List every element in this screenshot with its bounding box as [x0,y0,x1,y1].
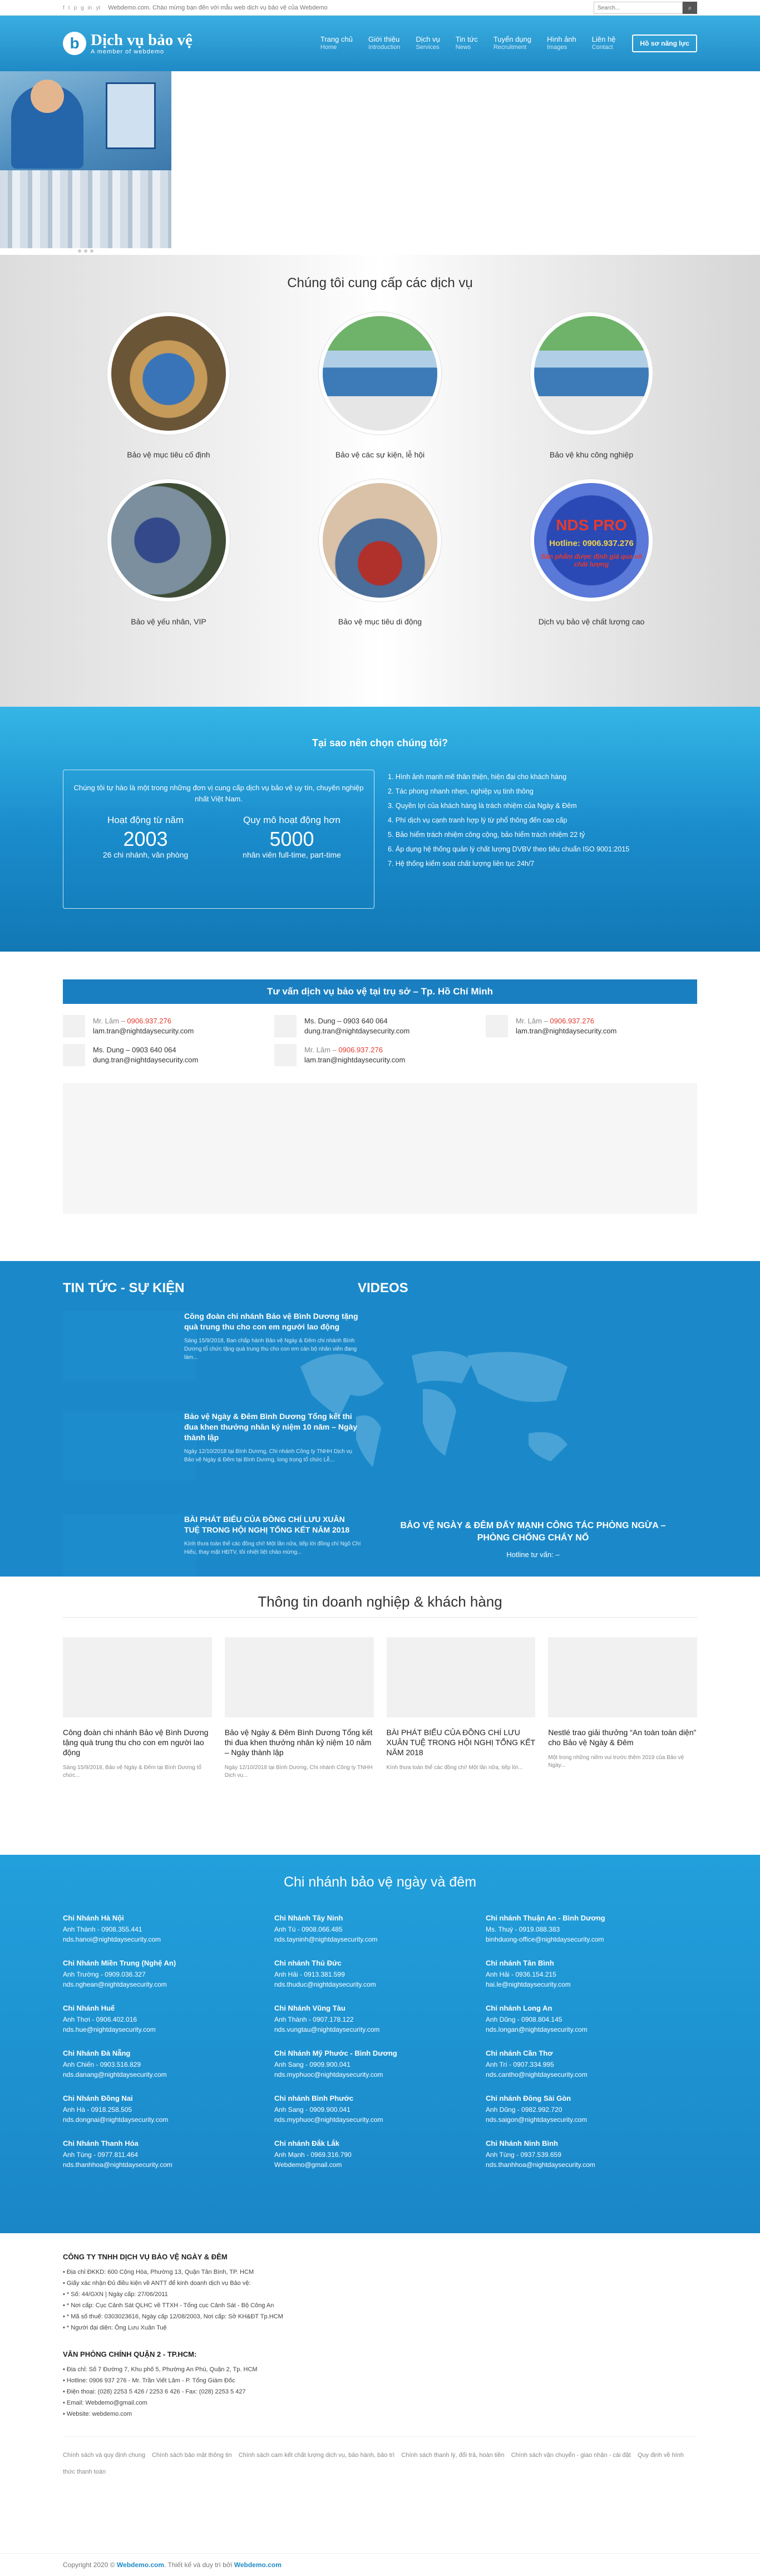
branch-name: Chi nhánh Đắk Lắk [274,2139,340,2148]
nav-sub: News [455,44,471,51]
branch-email[interactable]: nds.myphuoc@nightdaysecurity.com [274,2116,383,2124]
branch-contact: Anh Thành - 0907.178.122 [274,2016,354,2023]
info-item-desc: Kính thưa toàn thể các đồng chí! Một lần nữa, tiếp lời... [386,1765,523,1771]
reason-item: 2. Tác phong nhanh nhẹn, nghiệp vụ tinh thông [388,787,534,795]
google-plus-icon[interactable]: g [81,4,84,11]
nav-home[interactable] [313,35,361,52]
nav-services[interactable] [408,35,447,52]
branch-name: Chi Nhánh Đà Nẵng [63,2049,131,2057]
nds-pro-title: NDS PRO [556,516,627,534]
contact-name: Ms. Dung – [304,1017,342,1025]
twitter-icon[interactable]: t [68,4,70,11]
branch-contact: Anh Thơi - 0906.402.016 [63,2016,137,2023]
branch-name: Chi Nhánh Miền Trung (Nghệ An) [63,1959,176,1967]
slider-dots [0,249,171,253]
social-links [63,5,100,11]
policy-link[interactable]: Chính sách và quy định chung [63,2452,145,2459]
welcome-message: Webdemo.com. Chào mừng bạn đến với mẫu web dịch vụ bảo vệ của Webdemo [108,4,328,11]
nav-sub: Recruitment [493,44,527,51]
company-info-line: • * Người đại diện: Ông Lưu Xuân Tuệ [63,2324,167,2331]
divider [63,1617,697,1618]
news-thumbnail[interactable] [63,1514,196,1584]
branch-email[interactable]: nds.hue@nightdaysecurity.com [63,2026,156,2033]
contact-item [486,1015,697,1037]
office-info-line: • Hotline: 0906 937 276 - Mr. Trần Viết Lâm - P. Tổng Giám Đốc [63,2377,235,2384]
office-info-line: • Email: Webdemo@gmail.com [63,2400,147,2406]
news-videos-section [0,1261,760,1577]
copyright-tail: . Thiết kế và duy trì bởi [164,2561,234,2569]
contact-email[interactable]: dung.tran@nightdaysecurity.com [304,1027,410,1035]
copyright-bar [0,2553,760,2575]
nav-label: Hình ảnh [547,35,576,43]
branch-name: Chi nhánh Thuận An - Bình Dương [486,1914,605,1922]
branch-name: Chi Nhánh Mỹ Phước - Bình Dương [274,2049,397,2057]
info-item-title[interactable]: Bảo vệ Ngày & Đêm Bình Dương Tổng kết thi đua khen thưởng nhân kỷ niệm 10 năm – Ngày thành lập [224,1728,373,1757]
branch-contact: Anh Sang - 0909.900.041 [274,2061,351,2068]
news-item-title[interactable]: Bảo vệ Ngày & Đêm Bình Dương Tổng kết thi đua khen thưởng nhân kỷ niệm 10 năm – Ngày thành lập [184,1412,358,1442]
company-name: CÔNG TY TNHH DỊCH VỤ BẢO VỆ NGÀY & ĐÊM [63,2253,228,2261]
service-image [107,479,230,602]
info-item[interactable] [225,1637,374,1780]
branch-email[interactable]: binhduong-office@nightdaysecurity.com [486,1935,604,1943]
info-title: Thông tin doanh nghiệp & khách hàng [258,1593,502,1610]
nav-sub: Home [320,44,337,51]
reasons-list [388,770,629,909]
office-title: VĂN PHÒNG CHÍNH QUẬN 2 - TP.HCM: [63,2350,197,2358]
branch-contact: Anh Mạnh - 0969.316.790 [274,2151,352,2159]
site-footer [0,2233,760,2575]
branch-item [486,2139,697,2170]
contact-name: Mr. Lâm – [93,1017,125,1025]
nav-images[interactable] [539,35,584,52]
service-image [107,312,230,435]
branch-contact: Anh Chiến - 0903.516.829 [63,2061,141,2068]
policy-link[interactable]: Chính sách bảo mật thông tin [152,2452,232,2459]
info-item-desc: Sáng 15/9/2018, Bảo vệ Ngày & Đêm tại Bình Dương tổ chức... [63,1765,201,1779]
branch-name: Chi Nhánh Vũng Tàu [274,2004,346,2012]
services-section [0,255,760,707]
why-choose-us-section [0,707,760,952]
contact-email[interactable]: lam.tran@nightdaysecurity.com [304,1056,406,1064]
news-thumbnail[interactable] [63,1311,196,1381]
nav-label: Tuyển dụng [493,35,531,43]
service-name: Bảo vệ yếu nhân, VIP [131,617,206,626]
pinterest-icon[interactable]: p [73,4,77,11]
policy-link[interactable]: Chính sách vận chuyển - giao nhận - cài đặt [511,2452,631,2459]
office-info-line: • Điện thoại: (028) 2253 5 426 / 2253 6 426 - Fax: (028) 2253 5 427 [63,2388,246,2395]
guard-face [31,80,64,113]
hero-slider[interactable] [0,71,760,255]
service-name: Bảo vệ mục tiêu cố định [127,450,210,459]
info-item[interactable] [548,1637,697,1780]
branch-name: Chi Nhánh Thanh Hóa [63,2139,139,2148]
consult-section [0,952,760,1261]
service-name: Dịch vụ bảo vệ chất lượng cao [538,617,645,626]
branch-name: Chi nhánh Đông Sài Gòn [486,2094,571,2102]
info-item[interactable] [63,1637,212,1780]
service-image [319,312,441,435]
branch-name: Chi nhánh Long An [486,2004,552,2012]
branch-item [486,2004,697,2035]
stat-label: Quy mô hoạt động hơn [243,815,340,825]
nav-label: Tin tức [455,35,478,43]
reason-item: 5. Bảo hiểm trách nhiệm công cộng, bảo hiểm trách nhiệm 22 tỷ [388,831,585,839]
contact-name: Mr. Lâm – [516,1017,548,1025]
branch-email[interactable]: nds.hanoi@nightdaysecurity.com [63,1935,161,1943]
video-hotline: Hotline tư vấn: – [506,1550,560,1559]
branch-email[interactable]: nds.myphuoc@nightdaysecurity.com [274,2071,383,2078]
business-info-section [0,1577,760,1855]
service-card[interactable] [486,479,697,626]
slide-image [0,71,171,248]
stat-value: 2003 [123,828,168,850]
video-caption[interactable]: BẢO VỆ NGÀY & ĐÊM ĐẨY MẠNH CÔNG TÁC PHÒNG NGỪA – PHÒNG CHỐNG CHÁY NỔ [400,1521,666,1543]
contact-phone[interactable]: 0906.937.276 [550,1017,594,1025]
stat-year [72,815,219,860]
branch-name: Chi Nhánh Huế [63,2004,115,2012]
branch-contact: Anh Tùng - 0937.539.659 [486,2151,561,2159]
company-info-line: • * Số: 44/GXN | Ngày cấp: 27/06/2011 [63,2291,168,2298]
branch-contact: Anh Thành - 0908.355.441 [63,1925,142,1933]
branch-name: Chi nhánh Tân Bình [486,1959,554,1967]
logo-subtitle: A member of webdemo [91,48,165,55]
branch-contact: Anh Hải - 0913.381.599 [274,1971,345,1978]
branch-name: Chi Nhánh Hà Nội [63,1914,124,1922]
nav-sub: Services [416,44,440,51]
contact-name: Ms. Dung – [93,1046,130,1054]
contact-phone[interactable]: 0906.937.276 [338,1046,383,1054]
videos-title: VIDEOS [358,1280,408,1296]
slider-dot[interactable] [78,249,81,253]
info-item-title[interactable]: Nestlé trao giải thưởng “An toàn toàn diện” cho Bảo vệ Ngày & Đêm [548,1728,697,1747]
contact-email[interactable]: lam.tran@nightdaysecurity.com [93,1027,194,1035]
branch-item [63,1959,274,1989]
branch-name: Chi nhánh Bình Phước [274,2094,354,2102]
site-header [0,16,760,71]
service-card[interactable] [63,312,274,459]
branches-title: Chi nhánh bảo vệ ngày và đêm [283,1874,477,1890]
news-item-title[interactable]: BÀI PHÁT BIỂU CỦA ĐỒNG CHÍ LƯU XUÂN TUỆ TRONG HỘI NGHỊ TỔNG KẾT NĂM 2018 [184,1515,350,1534]
services-title: Chúng tôi cung cấp các dịch vụ [287,275,473,290]
reason-item: 3. Quyền lợi của khách hàng là trách nhiệm của Ngày & Đêm [388,802,577,810]
service-card[interactable] [274,312,486,459]
avatar [63,1044,85,1066]
service-name: Bảo vệ mục tiêu di động [338,617,422,626]
logo-mark: b [63,32,86,55]
info-thumbnail[interactable] [548,1637,697,1717]
branches-section [0,1855,760,2233]
branch-item [486,1959,697,1989]
service-card[interactable] [274,479,486,626]
branch-email[interactable]: nds.dongnai@nightdaysecurity.com [63,2116,169,2124]
news-item[interactable] [184,1411,362,1464]
branch-item [63,2094,274,2125]
service-card[interactable] [486,312,697,459]
reason-item: 4. Phí dịch vụ cạnh tranh hợp lý từ phổ thông đến cao cấp [388,816,567,824]
linkedin-icon[interactable]: in [87,4,92,11]
contact-email[interactable]: lam.tran@nightdaysecurity.com [516,1027,617,1035]
stat-sub: nhân viên full-time, part-time [243,850,341,859]
nav-recruitment[interactable] [486,35,539,52]
contact-phone[interactable]: 0903 640 064 [343,1017,388,1025]
service-name: Bảo vệ khu công nghiệp [549,450,634,459]
news-item[interactable] [184,1311,362,1362]
contact-email[interactable]: dung.tran@nightdaysecurity.com [93,1056,199,1064]
nav-label: Giới thiệu [368,35,400,43]
stat-label: Hoạt động từ năm [107,815,184,825]
branch-item [63,2004,274,2035]
info-thumbnail[interactable] [63,1637,212,1717]
logo-title: Dịch vụ bảo vệ [91,31,193,49]
info-thumbnail[interactable] [387,1637,536,1717]
info-item-title[interactable]: BÀI PHÁT BIỂU CỦA ĐỒNG CHÍ LƯU XUÂN TUỆ TRONG HỘI NGHỊ TỔNG KẾT NĂM 2018 [386,1728,535,1757]
avatar [274,1044,297,1066]
branch-item [63,2139,274,2170]
consult-title: Tư vấn dịch vụ bảo vệ tại trụ sở – Tp. Hồ Chí Minh [63,979,697,1004]
branch-item [274,2094,486,2125]
nav-sub: Images [547,44,567,51]
city-background [0,170,171,248]
branch-item [63,2049,274,2080]
branch-email[interactable]: nds.saigon@nightdaysecurity.com [486,2116,588,2124]
branch-contact: Ms. Thuý - 0919.088.383 [486,1925,560,1933]
company-info-line: • Địa chỉ ĐKKD: 600 Cộng Hòa, Phường 13, Quận Tân Bình, TP. HCM [63,2269,254,2275]
nav-news[interactable] [448,35,486,52]
why-intro: Chúng tôi tự hào là một trong những đơn vị cung cấp dịch vụ bảo vệ uy tín, chuyên nghiệp nhất Việt Nam. [73,784,364,803]
news-item[interactable] [184,1514,362,1557]
branch-email[interactable]: nds.thanhhoa@nightdaysecurity.com [63,2161,172,2169]
info-item-desc: Một trong những niềm vui trước thềm 2019 của Bảo vệ Ngày... [548,1755,684,1769]
company-info-line: • * Mã số thuế: 0303023616, Ngày cấp 12/08/2003, Nơi cấp: Sở KH&ĐT Tp.HCM [63,2313,283,2320]
branch-email[interactable]: Webdemo@gmail.com [274,2161,342,2169]
why-title: Tại sao nên chọn chúng tôi? [312,737,448,748]
brand-link[interactable]: Webdemo.com [116,2561,165,2569]
company-info-line: • Giấy xác nhận Đủ điều kiện về ANTT để kinh doanh dịch vụ Bảo vệ: [63,2280,251,2287]
reason-item: 1. Hình ảnh mạnh mẽ thân thiện, hiện đại cho khách hàng [388,773,567,781]
avatar [486,1015,508,1037]
contact-item [274,1015,486,1037]
service-card[interactable] [63,479,274,626]
branch-email[interactable]: nds.vungtau@nightdaysecurity.com [274,2026,380,2033]
branch-contact: Anh Trí - 0907.334.995 [486,2061,554,2068]
contact-item [63,1044,274,1066]
office-info-list [63,2364,697,2420]
avatar [63,1015,85,1037]
stat-sub: 26 chi nhánh, văn phòng [102,850,189,859]
branch-item [486,1914,697,1944]
info-item-title[interactable]: Công đoàn chi nhánh Bảo vệ Bình Dương tặng quà trung thu cho con em người lao động [63,1728,209,1757]
branch-email[interactable]: nds.cantho@nightdaysecurity.com [486,2071,588,2078]
policy-link[interactable]: Quy định về hình thức thanh toán [63,2452,684,2475]
branch-item [274,1914,486,1944]
branch-contact: Anh Trường - 0909.036.327 [63,1971,146,1978]
branch-name: Chi Nhánh Tây Ninh [274,1914,343,1922]
policy-links [63,2436,697,2480]
slider-dot[interactable] [84,249,87,253]
service-image [530,312,653,435]
branch-item [274,2049,486,2080]
reason-item: 7. Hệ thống kiểm soát chất lượng liên tục 24h/7 [388,860,535,868]
contact-phone[interactable]: 0906.937.276 [127,1017,171,1025]
branch-name: Chi nhánh Thủ Đức [274,1959,342,1967]
branch-name: Chi Nhánh Đồng Nai [63,2094,133,2102]
search-icon: ⌕ [688,3,692,12]
policy-link[interactable]: Chính sách thanh lý, đổi trả, hoàn tiền [401,2452,505,2459]
nds-slogan: Sản phẩm được định giá qua về chất lượng [541,553,642,568]
search-input[interactable] [594,2,683,14]
policy-link[interactable]: Chính sách cam kết chất lượng dịch vụ, bảo hành, bảo trì [238,2452,395,2459]
branch-name: Chi nhánh Cần Thơ [486,2049,553,2057]
contact-item [274,1044,486,1066]
youtube-icon[interactable]: yt [96,4,101,11]
nds-hotline [534,539,649,548]
nds-hotline-label: Hotline: [549,539,580,548]
contact-phone[interactable]: 0903 640 064 [132,1046,176,1054]
nav-label: Liên hệ [591,35,616,43]
nav-sub: Introduction [368,44,401,51]
branch-item [274,2139,486,2170]
contact-item [63,1015,274,1037]
contact-name: Mr. Lâm – [304,1046,337,1054]
news-item-title[interactable]: Công đoàn chi nhánh Bảo vệ Bình Dương tặng quà trung thu cho con em người lao động [184,1312,358,1331]
branch-name: Chi Nhánh Ninh Bình [486,2139,558,2148]
map-embed[interactable] [63,1083,697,1214]
branch-contact: Anh Dũng - 0982.992.720 [486,2106,562,2114]
search-button[interactable] [683,2,697,14]
top-bar [0,0,760,16]
stat-staff [219,815,365,860]
nav-label: Dịch vụ [416,35,440,43]
main-nav [313,35,624,52]
nds-hotline-phone: 0906.937.276 [583,539,634,548]
site-logo[interactable] [63,32,193,55]
search-form [594,2,697,14]
stat-value: 5000 [269,828,314,850]
branch-contact: Anh Tùng - 0977.811.464 [63,2151,138,2159]
branch-item [274,1959,486,1989]
branch-contact: Anh Hà - 0918.258.505 [63,2106,132,2114]
nav-label: Trang chủ [320,35,353,43]
branch-email[interactable]: hai.le@nightdaysecurity.com [486,1981,571,1988]
branch-item [63,1914,274,1944]
nav-introduction[interactable] [361,35,408,52]
news-item-desc: Sáng 15/9/2018, Ban chấp hành Bảo vệ Ngày & Đêm chi nhánh Bình Dương tổ chức tặng quà trung thu cho con em cán bộ nhân viên đang làm... [184,1338,357,1361]
branch-email[interactable]: nds.nghean@nightdaysecurity.com [63,1981,167,1988]
company-info-list [63,2267,697,2333]
branch-contact: Anh Dũng - 0908.804.145 [486,2016,562,2023]
copyright-text: Copyright 2020 © [63,2561,117,2569]
slider-dot[interactable] [90,249,93,253]
capability-profile-button[interactable]: Hồ sơ năng lực [632,35,697,52]
service-image [530,479,653,602]
reason-item: 6. Áp dụng hệ thống quản lý chất lượng DVBV theo tiêu chuẩn ISO 9001:2015 [388,845,630,853]
office-info-line: • Website: webdemo.com [63,2411,132,2417]
branch-email[interactable]: nds.thanhhoa@nightdaysecurity.com [486,2161,595,2169]
branch-email[interactable]: nds.thuduc@nightdaysecurity.com [274,1981,376,1988]
stats-box [63,770,374,909]
news-thumbnail[interactable] [63,1411,196,1481]
branch-email[interactable]: nds.danang@nightdaysecurity.com [63,2071,167,2078]
branch-item [486,2049,697,2080]
service-image [319,479,441,602]
nav-sub: Contact [591,44,613,51]
info-item[interactable] [387,1637,536,1780]
news-item-desc: Kính thưa toàn thể các đồng chí! Một lần nữa, tiếp lời đồng chí Ngô Chí Hiếu, thay mặt HĐTV, tôi nhiệt liệt chào mừng... [184,1541,361,1555]
company-info-line: • * Nơi cấp: Cục Cảnh Sát QLHC về TTXH - Tổng cục Cảnh Sát - Bộ Công An [63,2302,274,2309]
news-title: TIN TỨC - SỰ KIỆN [63,1280,185,1296]
branch-contact: Anh Tú - 0908.066.485 [274,1925,343,1933]
brand-link[interactable]: Webdemo.com [234,2561,282,2569]
mirror-panel [106,82,156,149]
avatar [274,1015,297,1037]
branch-email[interactable]: nds.longan@nightdaysecurity.com [486,2026,588,2033]
branch-item [274,2004,486,2035]
info-thumbnail[interactable] [225,1637,374,1717]
nav-contact[interactable] [584,35,624,52]
branch-contact: Anh Hải - 0936.154.215 [486,1971,556,1978]
news-item-desc: Ngày 12/10/2018 tại Bình Dương, Chi nhánh Công ty TNHH Dịch vụ Bảo vệ Ngày & Đêm tại Bình Dương, long trọng tổ chức Lễ... [184,1449,353,1463]
info-item-desc: Ngày 12/10/2018 tại Bình Dương, Chi nhánh Công ty TNHH Dịch vụ... [224,1765,373,1779]
branch-contact: Anh Sang - 0909.900.041 [274,2106,351,2114]
branch-email[interactable]: nds.tayninh@nightdaysecurity.com [274,1935,378,1943]
branch-item [486,2094,697,2125]
office-info-line: • Địa chỉ: Số 7 Đường 7, Khu phố 5, Phường An Phú, Quận 2, Tp. HCM [63,2366,258,2373]
facebook-icon[interactable]: f [63,4,65,11]
service-name: Bảo vệ các sự kiện, lễ hội [335,450,425,459]
